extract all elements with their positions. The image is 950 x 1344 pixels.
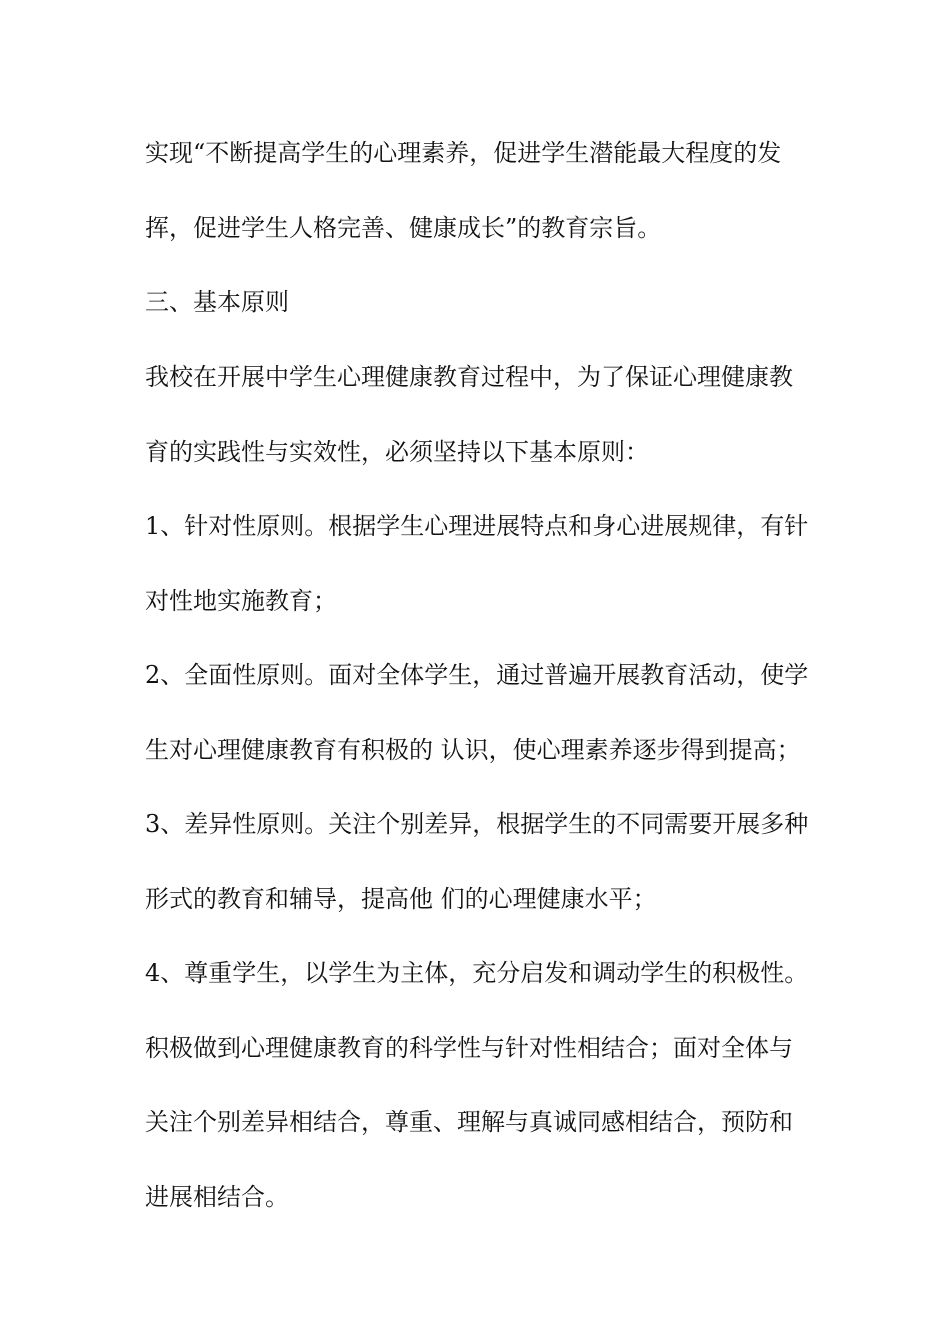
text-line-5: 育的实践性与实效性，必须坚持以下基本原则： bbox=[145, 438, 649, 466]
principle-2-line-1: 2、全面性原则。面对全体学生，通过普遍开展教育活动，使学 bbox=[145, 661, 809, 689]
principle-3-line-2: 形式的教育和辅导，提高他 们的心理健康水平； bbox=[145, 885, 657, 913]
text-line-1: 实现“不断提高学生的心理素养，促进学生潜能最大程度的发 bbox=[145, 139, 782, 167]
principle-4-line-4: 进展相结合。 bbox=[145, 1183, 289, 1211]
text-line-2: 挥，促进学生人格完善、健康成长”的教育宗旨。 bbox=[145, 214, 662, 242]
principle-2-line-2: 生对心理健康教育有积极的 认识，使心理素养逐步得到提高； bbox=[145, 736, 801, 764]
section-heading-basic-principles: 三、基本原则 bbox=[145, 288, 289, 316]
text-line-4: 我校在开展中学生心理健康教育过程中，为了保证心理健康教 bbox=[145, 363, 793, 391]
principle-1-line-1: 1、针对性原则。根据学生心理进展特点和身心进展规律，有针 bbox=[145, 512, 809, 540]
principle-1-line-2: 对性地实施教育； bbox=[145, 587, 337, 615]
principle-4-line-2: 积极做到心理健康教育的科学性与针对性相结合；面对全体与 bbox=[145, 1034, 793, 1062]
principle-3-line-1: 3、差异性原则。关注个别差异，根据学生的不同需要开展多种 bbox=[145, 810, 809, 838]
principle-4-line-1: 4、尊重学生，以学生为主体，充分启发和调动学生的积极性。 bbox=[145, 959, 809, 987]
principle-4-line-3: 关注个别差异相结合，尊重、理解与真诚同感相结合，预防和 bbox=[145, 1108, 793, 1136]
